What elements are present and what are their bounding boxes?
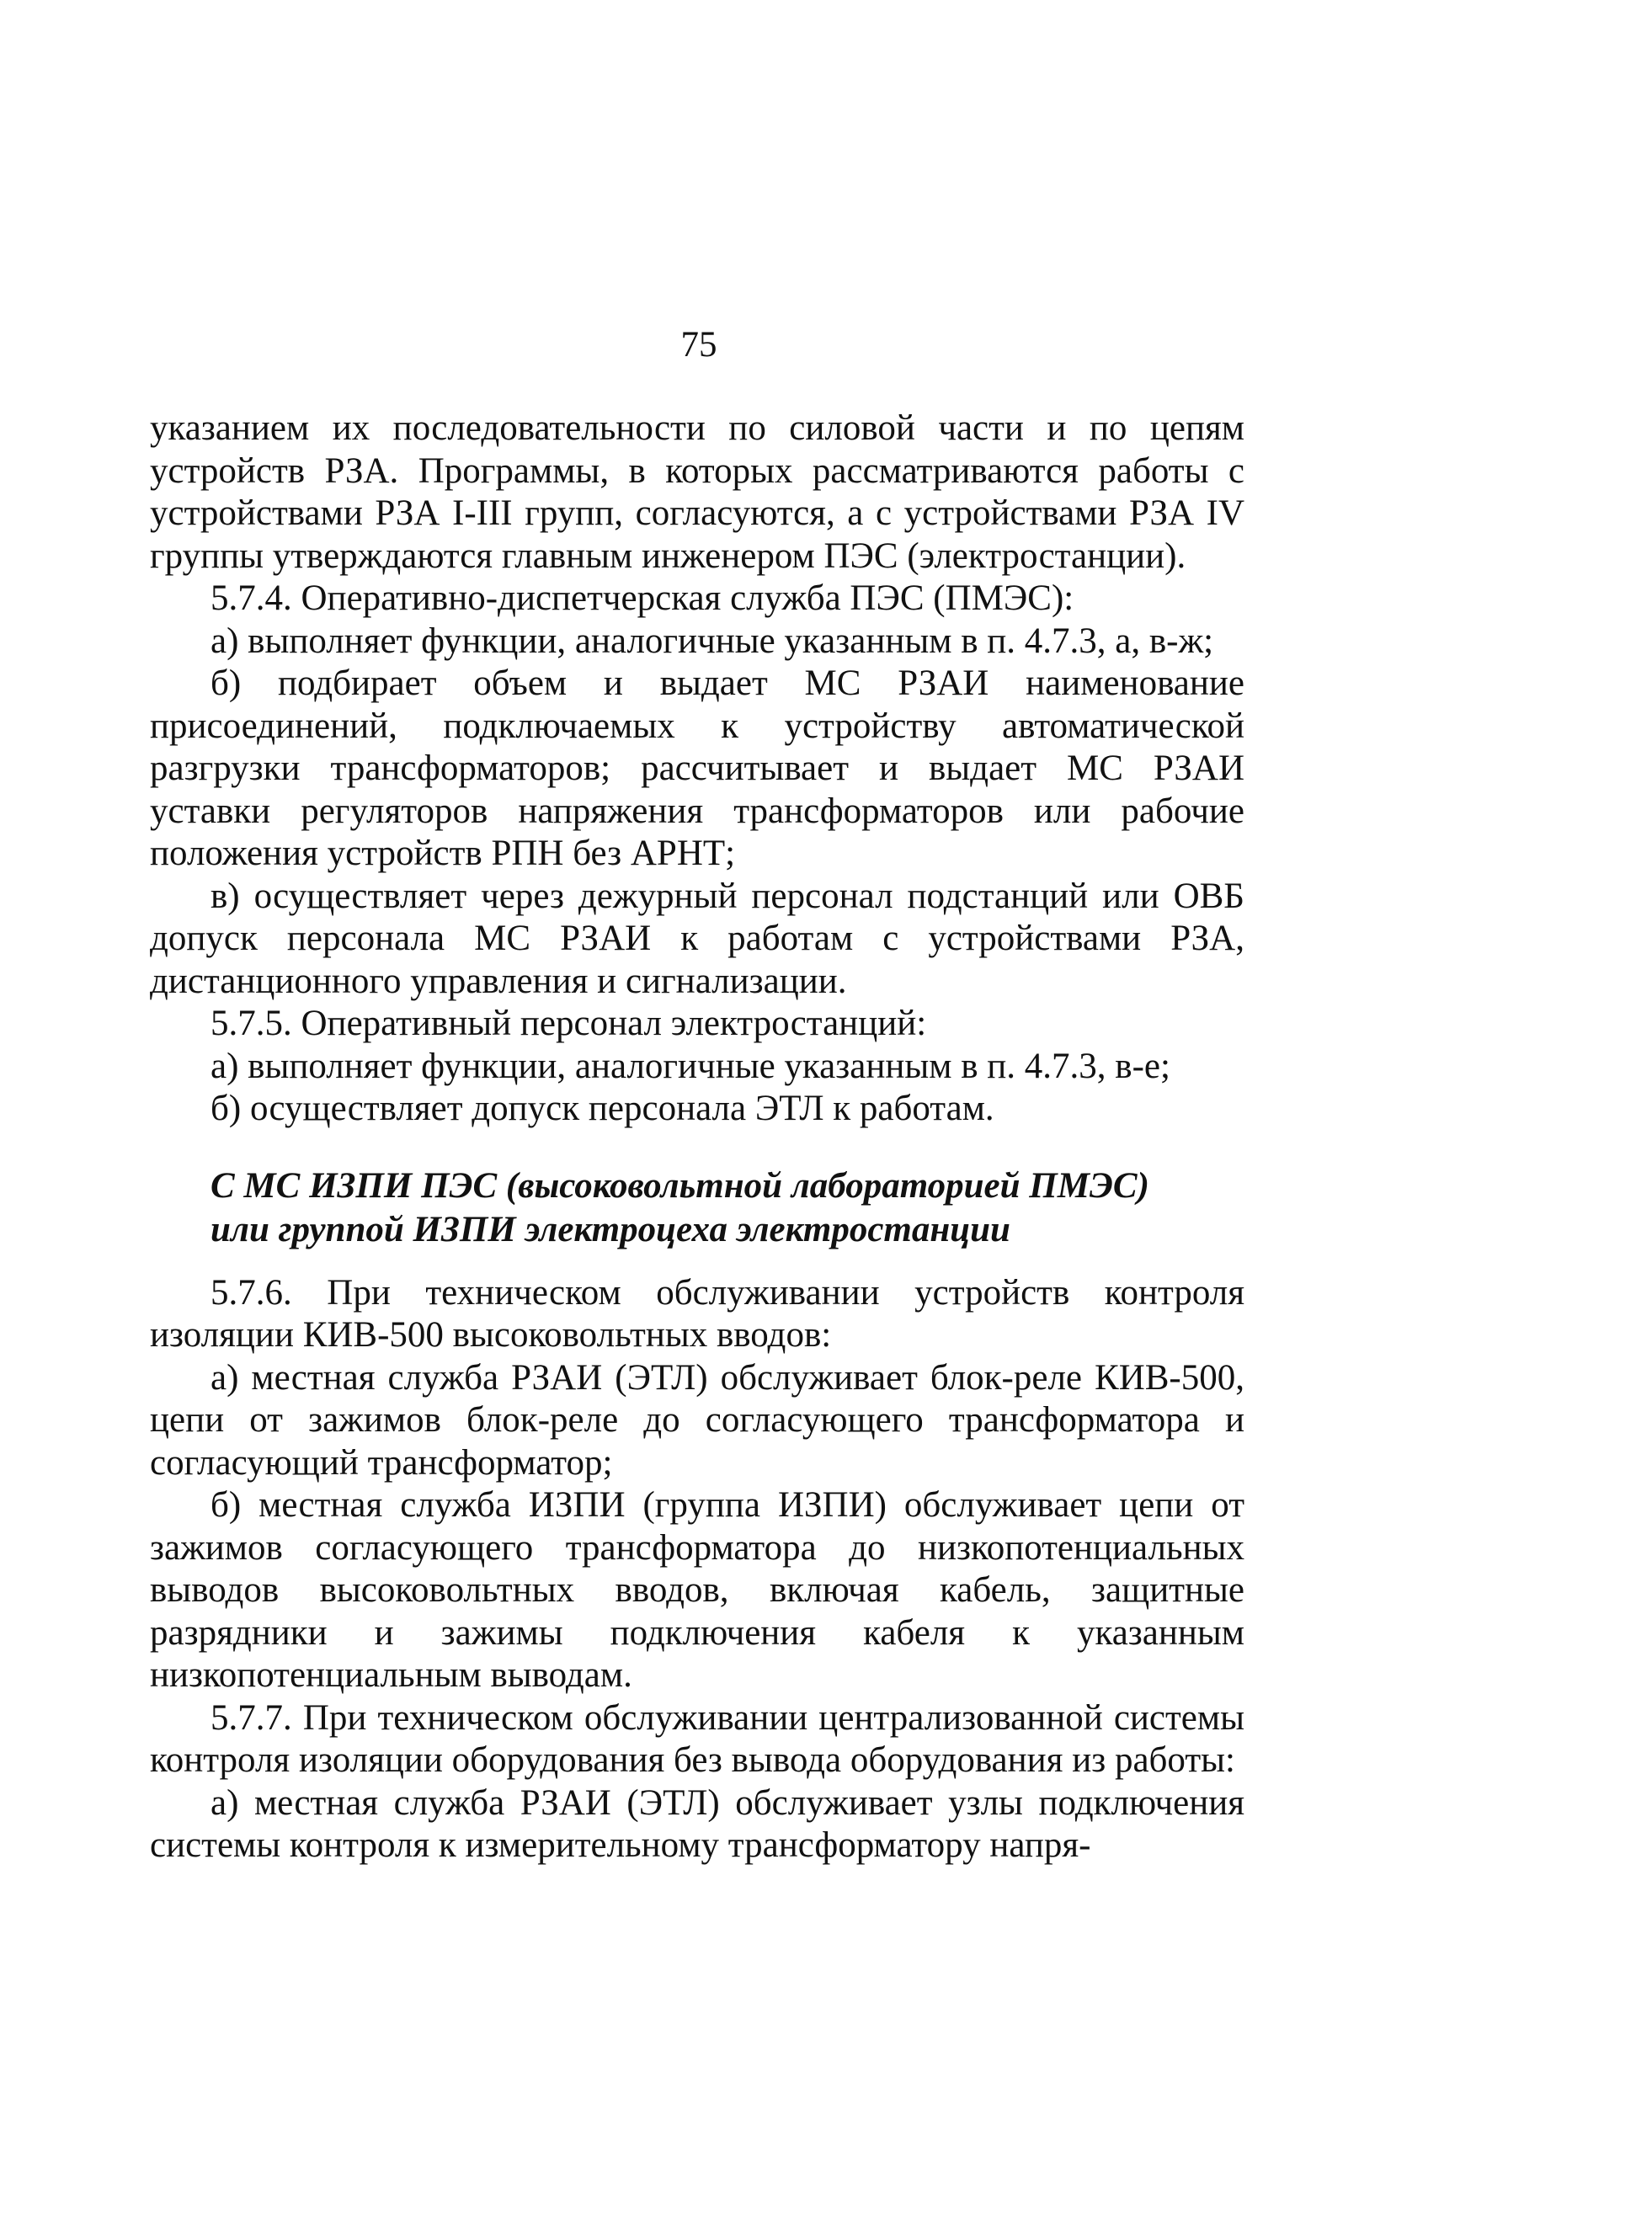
body-text bbox=[150, 408, 1244, 1867]
paragraph-5-7-7-a: а) местная служба РЗАИ (ЭТЛ) обслуживает узлы подключения системы контроля к измерительному трансформатору напря- bbox=[150, 1782, 1244, 1865]
paragraph-5-7-5: 5.7.5. Оперативный персонал электростанций: bbox=[210, 1004, 927, 1043]
section-heading-line-2: или группой ИЗПИ электроцеха электростанции bbox=[210, 1209, 1010, 1249]
paragraph-5-7-4-a: а) выполняет функции, аналогичные указанным в п. 4.7.3, а, в-ж; bbox=[210, 621, 1214, 661]
paragraph-5-7-6-b: б) местная служба ИЗПИ (группа ИЗПИ) обслуживает цепи от зажимов согласующего трансформатора до низкопотенциальных выводов высоковольтных вводов, включая кабель, защитные разрядники и зажимы подключения кабеля к указанным низкопотенциальным выводам. bbox=[150, 1485, 1244, 1695]
paragraph-5-7-4: 5.7.4. Оперативно-диспетчерская служба ПЭС (ПМЭС): bbox=[210, 578, 1074, 618]
paragraph-5-7-6: 5.7.6. При техническом обслуживании устройств контроля изоляции КИВ-500 высоковольтных вводов: bbox=[150, 1272, 1244, 1355]
section-heading-line-1: С МС ИЗПИ ПЭС (высоковольтной лабораторией ПМЭС) bbox=[210, 1165, 1149, 1206]
paragraph-5-7-6-a: а) местная служба РЗАИ (ЭТЛ) обслуживает блок-реле КИВ-500, цепи от зажимов блок-реле до согласующего трансформатора и согласующий трансформатор; bbox=[150, 1357, 1244, 1483]
paragraph-5-7-5-b: б) осуществляет допуск персонала ЭТЛ к работам. bbox=[210, 1089, 994, 1128]
page-number: 75 bbox=[680, 325, 717, 365]
paragraph-5-7-5-a: а) выполняет функции, аналогичные указанным в п. 4.7.3, в-е; bbox=[210, 1046, 1170, 1086]
paragraph-5-7-7: 5.7.7. При техническом обслуживании централизованной системы контроля изоляции оборудования без вывода оборудования из работы: bbox=[150, 1697, 1244, 1780]
paragraph-continuation: указанием их последовательности по силовой части и по цепям устройств РЗА. Программы, в которых рассматриваются работы с устройствами РЗА I-III групп, согласуются, а с устройствами РЗА IV группы утверждаются главным инженером ПЭС (электростанции). bbox=[150, 408, 1244, 576]
paragraph-5-7-4-b: б) подбирает объем и выдает МС РЗАИ наименование присоединений, подключаемых к устройству автоматической разгрузки трансформаторов; рассчитывает и выдает МС РЗАИ уставки регуляторов напряжения трансформаторов или рабочие положения устройств РПН без АРНТ; bbox=[150, 663, 1244, 873]
section-heading bbox=[150, 1164, 1244, 1252]
paragraph-5-7-4-v: в) осуществляет через дежурный персонал подстанций или ОВБ допуск персонала МС РЗАИ к работам с устройствами РЗА, дистанционного управления и сигнализации. bbox=[150, 876, 1244, 1001]
